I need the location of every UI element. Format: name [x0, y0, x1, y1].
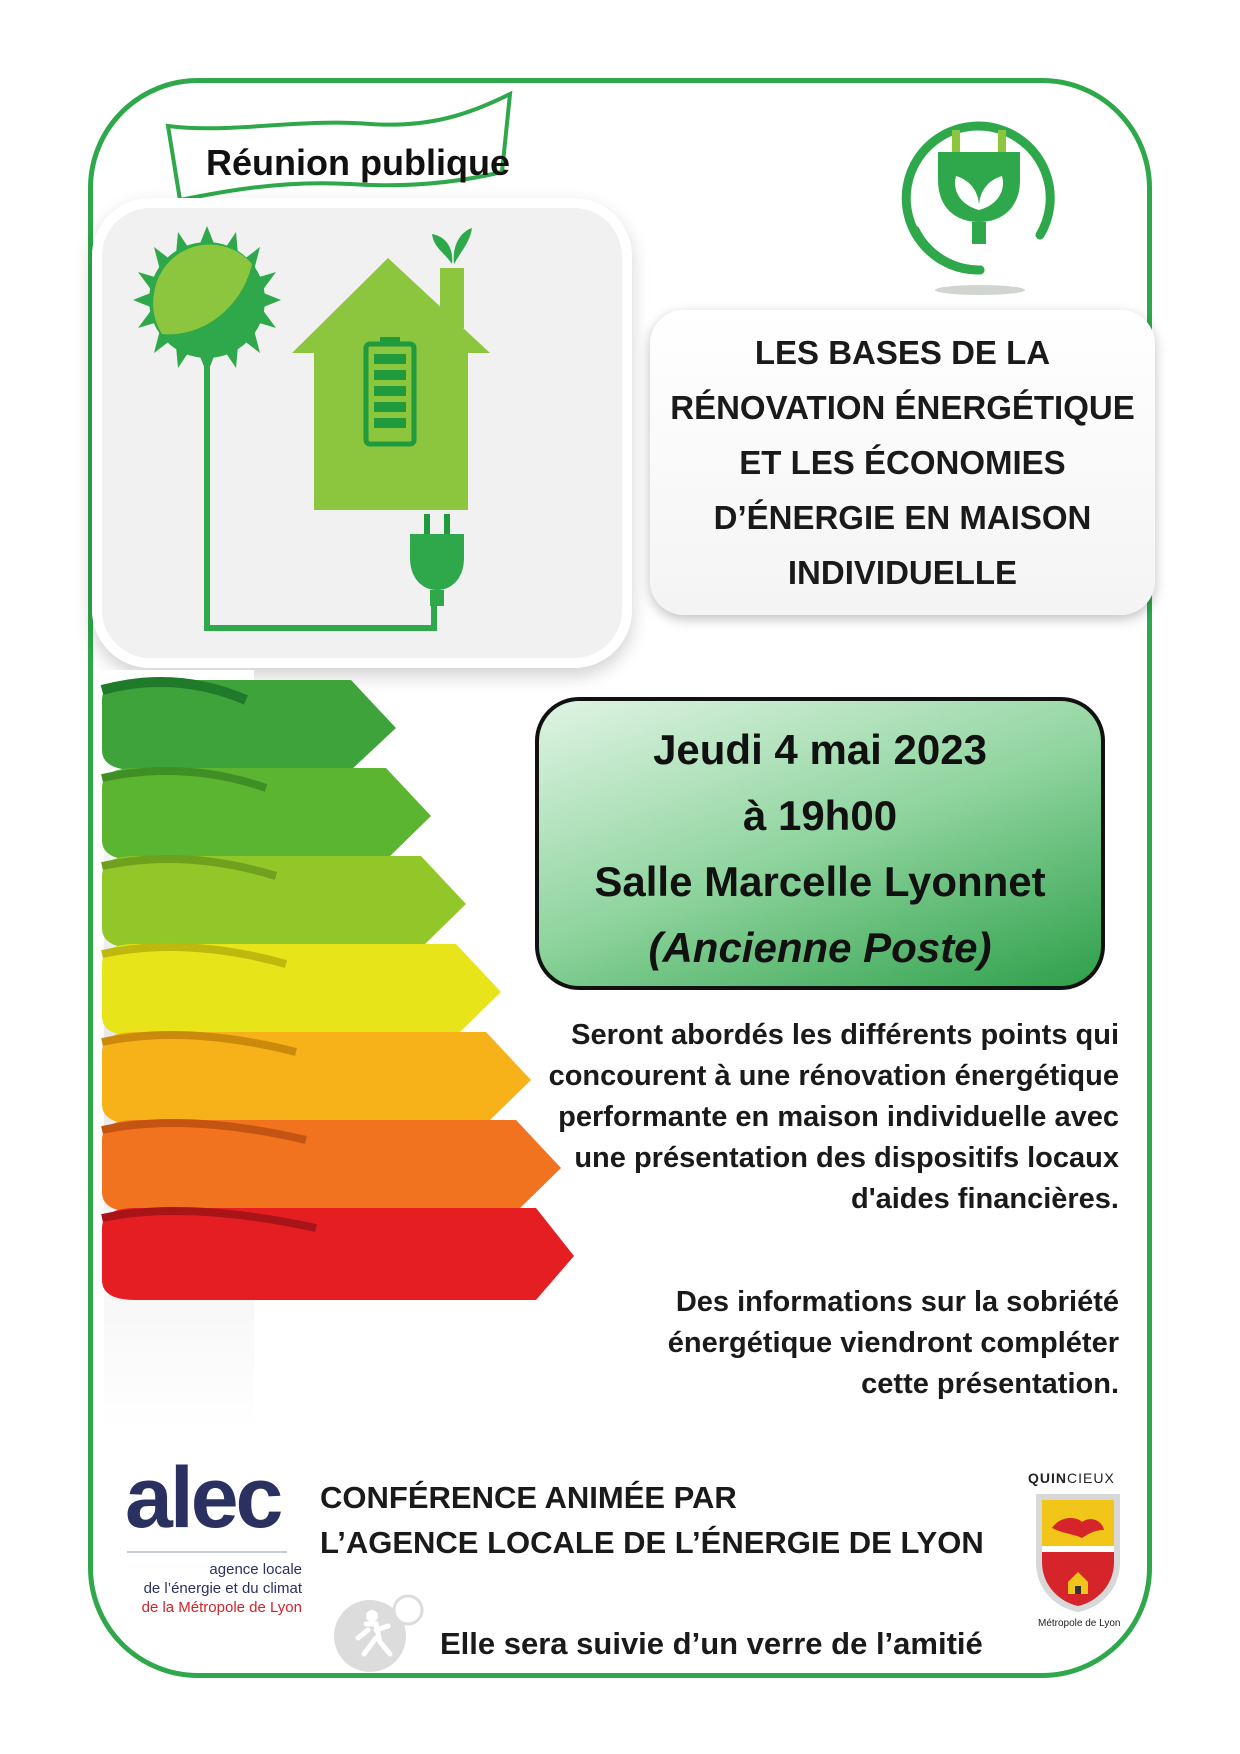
conference-text	[320, 1475, 984, 1565]
quincieux-crest	[1030, 1490, 1126, 1616]
quincieux-name-light: CIEUX	[1067, 1470, 1115, 1486]
title-line-3: ET LES ÉCONOMIES	[739, 444, 1066, 481]
conference-line-2: L’AGENCE LOCALE DE L’ÉNERGIE DE LYON	[320, 1525, 984, 1560]
quincieux-name	[1028, 1470, 1115, 1486]
quincieux-footer: Métropole de Lyon	[1038, 1618, 1121, 1629]
event-venue: Salle Marcelle Lyonnet	[594, 858, 1046, 905]
house-battery-icon	[292, 228, 490, 606]
desc-line: Seront abordés les différents points qui	[571, 1019, 1119, 1051]
house-illustration	[92, 198, 632, 668]
conference-line-1: CONFÉRENCE ANIMÉE PAR	[320, 1480, 737, 1515]
event-date: Jeudi 4 mai 2023	[653, 726, 987, 773]
title-line-4: D’ÉNERGIE EN MAISON	[713, 499, 1092, 536]
desc-line: performante en maison individuelle avec	[558, 1101, 1119, 1133]
description-paragraph-1	[419, 1015, 1119, 1220]
closing-text: Elle sera suivie d’un verre de l’amitié	[440, 1626, 983, 1661]
event-time: à 19h00	[742, 792, 898, 839]
alec-divider	[127, 1551, 287, 1553]
alec-sub-1: agence locale	[209, 1561, 302, 1578]
title-line-1: LES BASES DE LA	[754, 334, 1051, 371]
title-line-5: INDIVIDUELLE	[787, 554, 1018, 591]
alec-sub-2: de l’énergie et du climat	[143, 1580, 302, 1597]
alec-subtitle	[112, 1560, 302, 1617]
person-bubble-icon	[332, 1590, 432, 1676]
arrow-b	[102, 768, 431, 860]
desc-line: énergétique viendront compléter	[667, 1327, 1119, 1359]
quincieux-name-bold: QUIN	[1028, 1470, 1067, 1486]
event-details-card	[535, 697, 1105, 990]
desc-line: d'aides financières.	[850, 1183, 1119, 1215]
plug-leaf-icon	[890, 110, 1070, 295]
desc-line: concourent à une rénovation énergétique	[548, 1060, 1119, 1092]
alec-logo	[125, 1450, 281, 1546]
alec-sub-3: de la Métropole de Lyon	[141, 1599, 302, 1616]
event-venue-note: (Ancienne Poste)	[648, 924, 992, 971]
banner-label: Réunion publique	[206, 142, 510, 183]
alec-logo-word: alec	[125, 1450, 281, 1546]
arrow-a	[102, 680, 396, 770]
title-card	[650, 310, 1155, 615]
title-line-2: RÉNOVATION ÉNERGÉTIQUE	[670, 389, 1135, 426]
desc-line: Des informations sur la sobriété	[675, 1286, 1119, 1318]
description-paragraph-2	[419, 1282, 1119, 1405]
sun-icon	[133, 226, 281, 374]
arrow-c	[102, 856, 466, 948]
desc-line: une présentation des dispositifs locaux	[574, 1142, 1119, 1174]
desc-line: cette présentation.	[861, 1368, 1119, 1400]
